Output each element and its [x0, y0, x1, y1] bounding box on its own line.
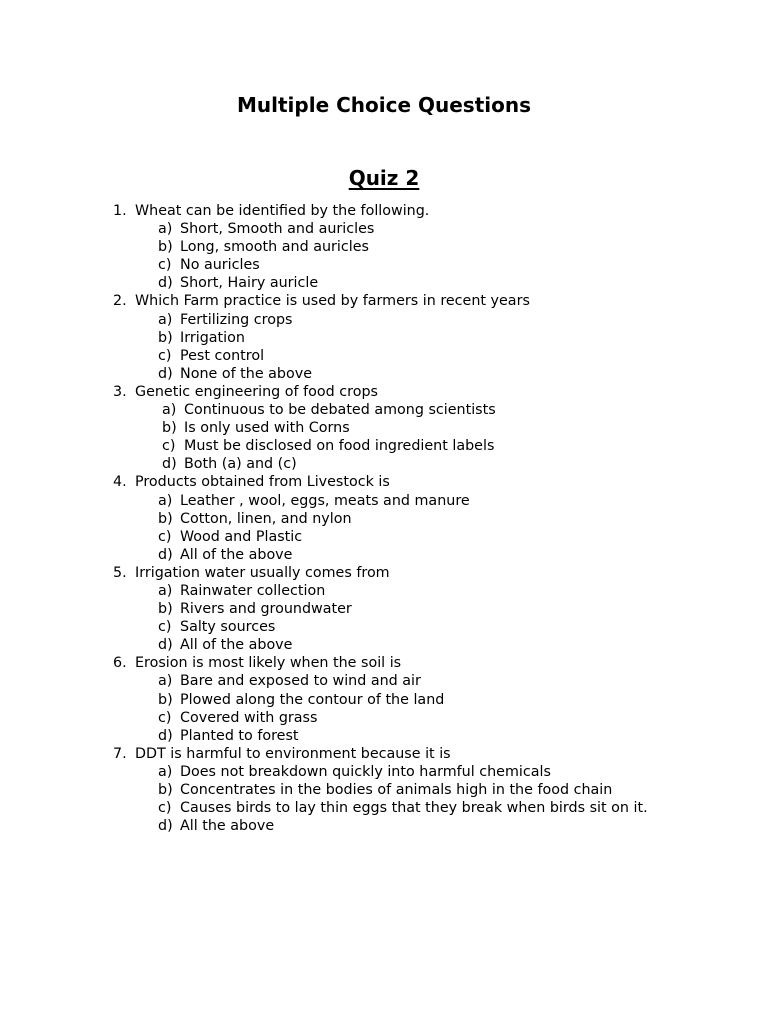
question-row: [113, 473, 753, 491]
option-letter: a): [158, 311, 173, 328]
option-letter: b): [158, 782, 173, 798]
option-row: [113, 582, 753, 600]
option-letter: c): [158, 709, 172, 726]
question-text: Genetic engineering of food crops: [135, 383, 378, 400]
option-text: Cotton, linen, and nylon: [180, 510, 352, 527]
option-letter: c): [158, 528, 172, 545]
option-letter: d): [162, 456, 177, 473]
question-3: [113, 383, 753, 473]
option-row: [113, 455, 753, 473]
question-number: 1.: [113, 203, 127, 219]
option-row: [113, 528, 753, 546]
option-row: [113, 329, 753, 347]
option-text: Salty sources: [180, 619, 276, 636]
question-4: [113, 473, 753, 563]
question-row: [113, 202, 753, 220]
option-text: Bare and exposed to wind and air: [180, 673, 421, 690]
option-text: Leather , wool, eggs, meats and manure: [180, 492, 470, 509]
question-text: Erosion is most likely when the soil is: [135, 655, 402, 672]
option-row: [113, 636, 753, 654]
option-row: [113, 347, 753, 365]
option-text: Both (a) and (c): [184, 456, 297, 473]
question-text: Irrigation water usually comes from: [135, 564, 390, 581]
option-row: [113, 401, 753, 419]
option-text: All the above: [180, 818, 275, 835]
option-letter: d): [158, 546, 173, 563]
option-letter: c): [158, 619, 172, 636]
option-text: Short, Smooth and auricles: [180, 221, 375, 238]
option-letter: c): [158, 800, 172, 817]
option-text: Concentrates in the bodies of animals high in the food chain: [180, 782, 613, 798]
option-letter: c): [162, 438, 176, 455]
option-row: [113, 238, 753, 256]
option-text: Irrigation: [180, 329, 245, 346]
option-letter: d): [158, 818, 173, 835]
option-row: [113, 781, 753, 799]
option-row: [113, 727, 753, 745]
option-letter: b): [158, 601, 173, 618]
question-text: Products obtained from Livestock is: [135, 474, 390, 491]
option-letter: b): [158, 329, 173, 346]
option-text: Plowed along the contour of the land: [180, 691, 445, 708]
question-row: [113, 654, 753, 672]
option-row: [113, 618, 753, 636]
option-row: [113, 672, 753, 690]
option-letter: d): [158, 275, 173, 292]
option-row: [113, 274, 753, 292]
question-number: 5.: [113, 564, 127, 581]
option-text: Wood and Plastic: [180, 528, 303, 545]
option-letter: d): [158, 365, 173, 382]
option-letter: c): [158, 347, 172, 364]
option-letter: b): [162, 420, 177, 437]
option-letter: d): [158, 727, 173, 744]
option-letter: b): [158, 239, 173, 256]
question-6: [113, 654, 753, 744]
option-text: Is only used with Corns: [184, 420, 350, 437]
option-letter: a): [158, 673, 173, 690]
option-letter: b): [158, 691, 173, 708]
page-title: Multiple Choice Questions: [236, 93, 531, 117]
option-row: [113, 437, 753, 455]
option-text: Covered with grass: [180, 709, 318, 726]
option-letter: b): [158, 510, 173, 527]
question-5: [113, 564, 753, 654]
option-row: [113, 600, 753, 618]
quiz-title-text: Quiz 2: [348, 166, 420, 190]
question-2: [113, 292, 753, 382]
option-row: [113, 492, 753, 510]
option-row: [113, 311, 753, 329]
option-letter: a): [158, 763, 173, 780]
option-letter: a): [158, 221, 173, 238]
option-row: [113, 709, 753, 727]
option-row: [113, 220, 753, 238]
option-letter: a): [158, 492, 173, 509]
option-row: [113, 799, 753, 817]
question-list: [113, 202, 753, 835]
question-row: [113, 292, 753, 310]
question-7: [113, 745, 753, 835]
option-text: Rivers and groundwater: [180, 601, 352, 618]
question-number: 6.: [113, 655, 127, 672]
question-number: 7.: [113, 745, 127, 762]
option-text: Fertilizing crops: [180, 311, 293, 328]
question-text: DDT is harmful to environment because it is: [135, 745, 451, 762]
option-row: [113, 256, 753, 274]
option-row: [113, 763, 753, 781]
question-number: 3.: [113, 383, 127, 400]
question-1: [113, 202, 753, 292]
option-letter: a): [162, 402, 177, 419]
option-letter: a): [158, 582, 173, 599]
option-row: [113, 691, 753, 709]
option-text: Pest control: [180, 347, 265, 364]
option-text: No auricles: [180, 257, 260, 274]
option-text: All of the above: [180, 637, 293, 654]
option-text: Long, smooth and auricles: [180, 239, 369, 256]
option-row: [113, 510, 753, 528]
option-text: Must be disclosed on food ingredient labels: [184, 438, 495, 455]
option-text: None of the above: [180, 365, 313, 382]
option-row: [113, 365, 753, 383]
question-row: [113, 564, 753, 582]
option-row: [113, 419, 753, 437]
option-letter: d): [158, 637, 173, 654]
option-text: All of the above: [180, 546, 293, 563]
option-row: [113, 546, 753, 564]
option-text: Continuous to be debated among scientists: [184, 402, 496, 419]
quiz-title: [0, 165, 768, 191]
option-row: [113, 817, 753, 835]
option-text: Planted to forest: [180, 727, 299, 744]
option-text: Does not breakdown quickly into harmful chemicals: [180, 763, 551, 780]
option-text: Causes birds to lay thin eggs that they break when birds sit on it.: [180, 800, 648, 817]
question-row: [113, 383, 753, 401]
question-number: 4.: [113, 474, 127, 491]
option-letter: c): [158, 257, 172, 274]
question-text: Which Farm practice is used by farmers in recent years: [135, 293, 530, 310]
question-row: [113, 745, 753, 763]
question-text: Wheat can be identified by the following.: [135, 203, 430, 219]
option-text: Short, Hairy auricle: [180, 275, 319, 292]
option-text: Rainwater collection: [180, 582, 326, 599]
question-number: 2.: [113, 293, 127, 310]
